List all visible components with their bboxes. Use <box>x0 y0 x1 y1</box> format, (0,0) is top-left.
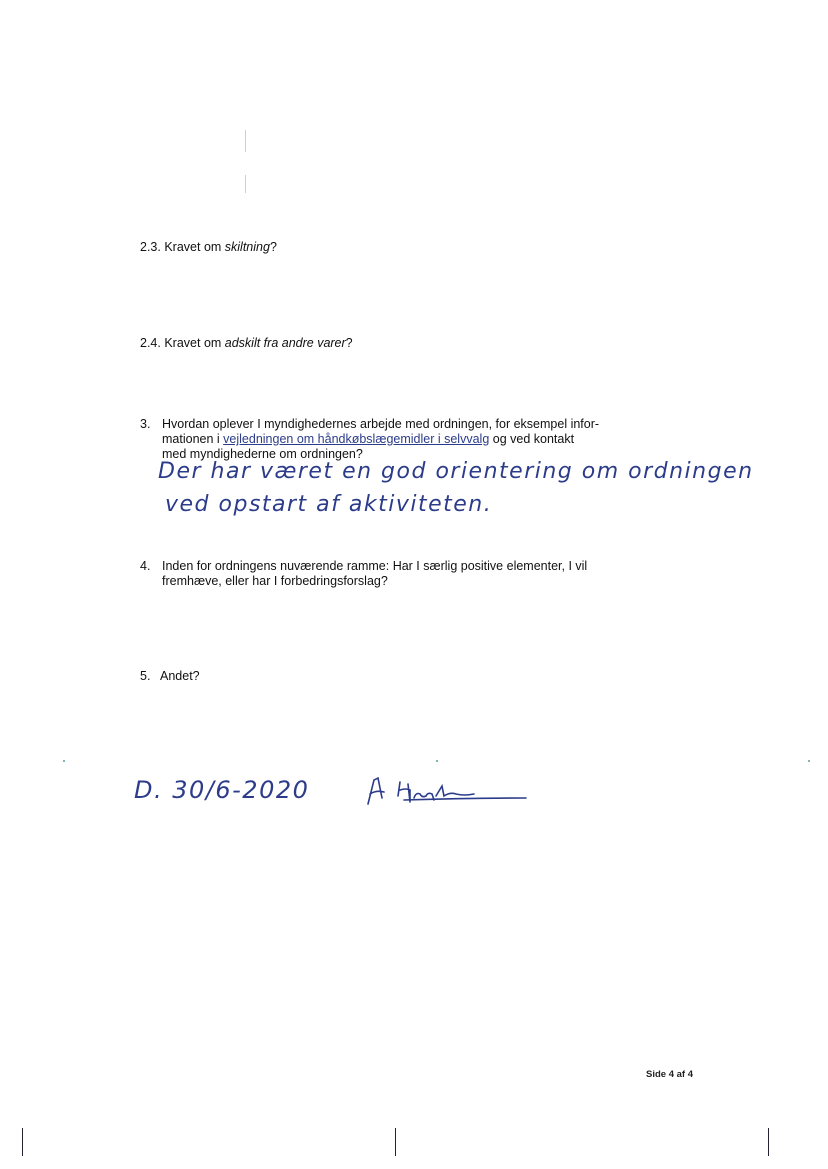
scan-artifact <box>245 175 246 193</box>
question-emphasis: skiltning <box>224 240 270 254</box>
question-number: 3. <box>140 417 151 431</box>
question-4 <box>140 559 640 589</box>
question-2-4 <box>140 336 353 351</box>
question-number: 4. <box>140 559 151 573</box>
question-5 <box>140 669 200 684</box>
question-line: med myndighederne om ordningen? <box>162 447 363 461</box>
question-text: Kravet om <box>164 240 225 254</box>
scan-dot <box>436 760 438 762</box>
question-3 <box>140 417 640 462</box>
guidance-link[interactable]: vejledningen om håndkøbslægemidler i selvvalg <box>223 432 490 446</box>
signature <box>364 774 564 814</box>
question-2-3 <box>140 240 277 255</box>
question-line: Hvordan oplever I myndighedernes arbejde med ordningen, for eksempel infor- <box>162 417 600 431</box>
question-text: Andet? <box>160 669 200 683</box>
scan-edge-mark <box>22 1128 23 1156</box>
handwritten-answer-line-2: ved opstart af aktiviteten. <box>165 492 493 517</box>
scan-edge-mark <box>395 1128 396 1156</box>
scan-dot <box>63 760 65 762</box>
question-number: 5. <box>140 669 151 683</box>
question-punct: ? <box>269 240 277 254</box>
question-number: 2.4. <box>140 336 161 350</box>
question-emphasis: adskilt fra andre varer <box>224 336 346 350</box>
question-number: 2.3. <box>140 240 161 254</box>
page-number: Side 4 af 4 <box>646 1069 693 1080</box>
question-punct: ? <box>345 336 353 350</box>
scan-artifact <box>245 130 246 152</box>
handwritten-date: D. 30/6-2020 <box>134 776 310 804</box>
handwritten-answer-line-1: Der har været en god orientering om ordningen <box>158 459 754 484</box>
question-line: Inden for ordningens nuværende ramme: Har I særlig positive elementer, I vil <box>162 559 588 573</box>
scan-edge-mark <box>768 1128 769 1156</box>
question-text: og ved kontakt <box>489 432 575 446</box>
question-line-2 <box>162 432 640 447</box>
scan-dot <box>808 760 810 762</box>
question-text: Kravet om <box>164 336 225 350</box>
question-text: mationen i <box>162 432 224 446</box>
question-line: fremhæve, eller har I forbedringsforslag? <box>162 574 388 588</box>
